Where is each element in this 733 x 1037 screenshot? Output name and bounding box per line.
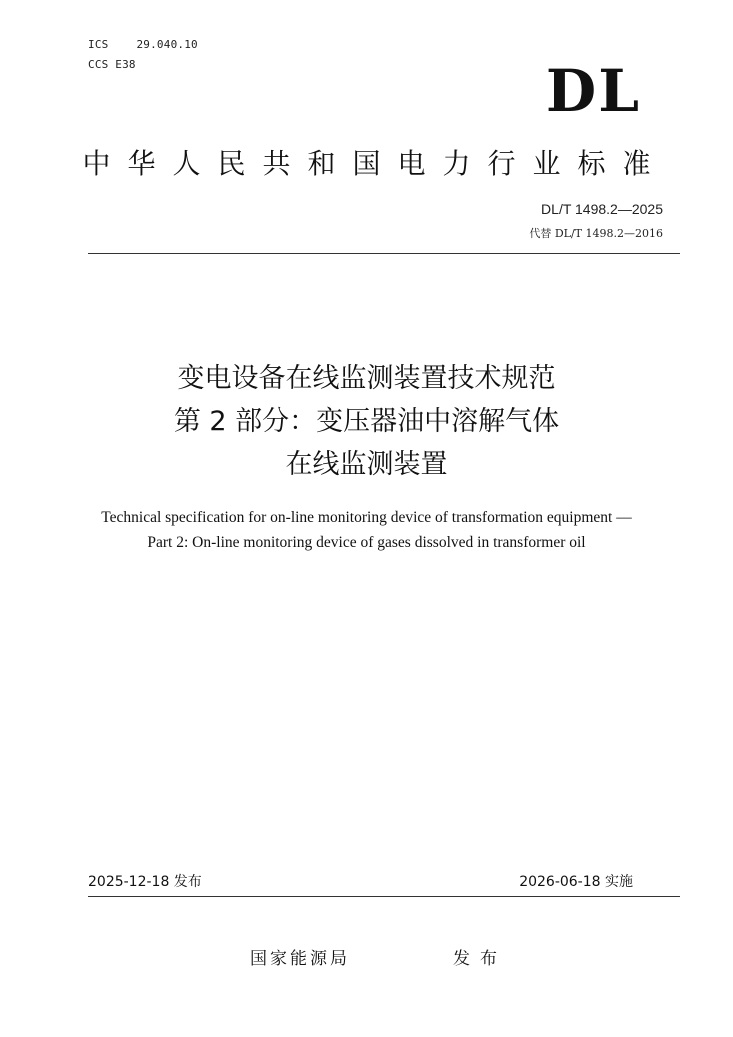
standard-number: DL/T 1498.2—2025 [541,201,663,217]
issuing-authority: 国家能源局 [250,949,350,969]
ics-label: ICS [88,38,109,51]
replaced-standard: 代替 DL/T 1498.2—2016 [529,227,663,240]
header-divider [88,253,680,254]
ics-code: 29.040.10 [136,38,198,51]
dl-logo: DL [545,57,641,125]
implementation-date: 2026-06-18 实施 [519,874,633,890]
title-cn-line-1: 变电设备在线监测装置技术规范 [177,363,556,394]
ccs-classification: CCS E38 [88,58,136,71]
title-cn-line-3: 在线监测装置 [285,449,448,480]
title-cn-line-2: 第 2 部分：变压器油中溶解气体 [173,406,560,437]
national-standard-heading: 中华人民共和国电力行业标准 [82,147,668,180]
footer-divider [88,896,680,897]
issue-date: 2025-12-18 发布 [88,874,202,890]
title-en-line-1: Technical specification for on-line monitoring device of transformation equipment — [101,509,632,526]
ics-classification [88,38,198,51]
issue-action: 发布 [453,949,507,969]
title-en-line-2: Part 2: On-line monitoring device of gases dissolved in transformer oil [147,534,586,551]
